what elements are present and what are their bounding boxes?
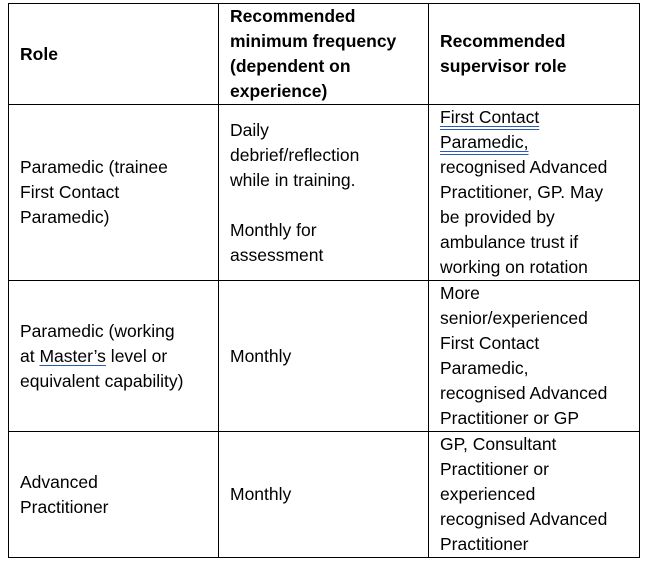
table-row [9,281,640,432]
cell-role: Paramedic (working at Master’s level or equivalent capability) [9,281,219,432]
table-header-row [9,4,640,105]
cell-supervisor: GP, Consultant Practitioner or experienced recognised Advanced Practitioner [429,432,640,558]
table-row [9,105,640,281]
cell-supervisor: First Contact Paramedic, recognised Advanced Practitioner, GP. May be provided by ambulance trust if working on rotation [429,105,640,281]
spellcheck-underlined-text: Paramedic, [440,132,529,152]
cell-role: Advanced Practitioner [9,432,219,558]
spellcheck-underlined-text: Master’s [39,345,106,366]
spellcheck-underlined-text: First Contact [440,107,540,127]
cell-supervisor: More senior/experienced First Contact Paramedic, recognised Advanced Practitioner or GP [429,281,640,432]
header-role: Role [9,4,219,105]
cell-frequency: Monthly [219,281,429,432]
cell-role: Paramedic (trainee First Contact Paramedic) [9,105,219,281]
header-frequency: Recommended minimum frequency (dependent on experience) [219,4,429,105]
header-supervisor: Recommended supervisor role [429,4,640,105]
supervision-table [8,3,640,558]
paragraph-gap [230,193,420,218]
cell-frequency: Daily debrief/reflection while in training. Monthly for assessment [219,105,429,281]
cell-frequency: Monthly [219,432,429,558]
table-row [9,432,640,558]
